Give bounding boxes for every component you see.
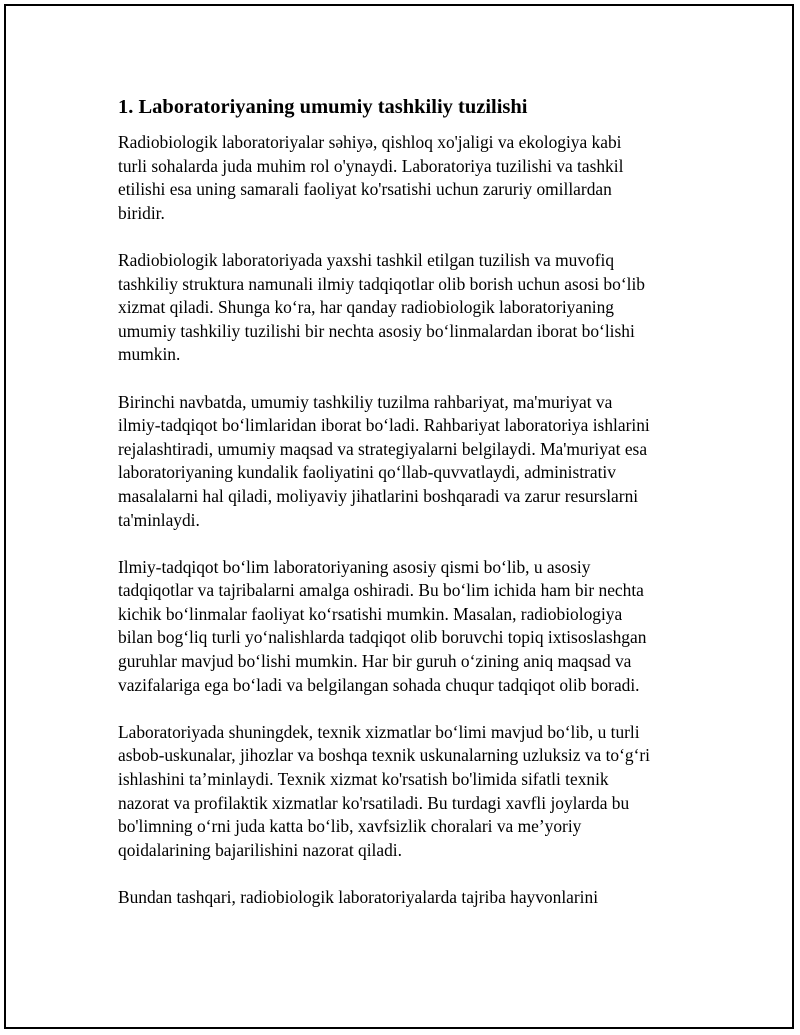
text-line: ta'minlaydi.: [118, 509, 200, 530]
text-line: bilan bogʻliq turli yoʻnalishlarda tadqiqot olib boruvchi topiq ixtisoslashgan: [118, 627, 647, 648]
text-line: asbob-uskunalar, jihozlar va boshqa texnik uskunalarning uzluksiz va toʻgʻri: [118, 745, 650, 766]
text-line: kichik boʻlinmalar faoliyat koʻrsatishi mumkin. Masalan, radiobiologiya: [118, 603, 623, 624]
section-heading: 1. Laboratoriyaning umumiy tashkiliy tuzilishi: [118, 96, 528, 118]
paragraph-4: [118, 556, 708, 698]
paragraph-2: [118, 249, 708, 367]
text-line: Radiobiologik laboratoriyada yaxshi tashkil etilgan tuzilish va muvofiq: [118, 249, 615, 270]
text-line: Ilmiy-tadqiqot boʻlim laboratoriyaning asosiy qismi boʻlib, u asosiy: [118, 556, 591, 577]
text-line: rejalashtiradi, umumiy maqsad va strategiyalarni belgilaydi. Ma'muriyat esa: [118, 438, 648, 459]
text-line: Radiobiologik laboratoriyalar səhiyə, qishloq xo'jaligi va ekologiya kabi: [118, 132, 622, 152]
text-line: guruhlar mavjud boʻlishi mumkin. Har bir guruh oʻzining aniq maqsad va: [118, 651, 632, 672]
text-line: umumiy tashkiliy tuzilishi bir nechta asosiy boʻlinmalardan iborat boʻlishi: [118, 320, 635, 341]
text-line: Laboratoriyada shuningdek, texnik xizmatlar boʻlimi mavjud boʻlib, u turli: [118, 721, 640, 742]
text-line: qoidalarining bajarilishini nazorat qiladi.: [118, 839, 402, 860]
text-line: turli sohalarda juda muhim rol o'ynaydi. Laboratoriya tuzilishi va tashkil: [118, 155, 624, 176]
text-line: tadqiqotlar va tajribalarni amalga oshiradi. Bu boʻlim ichida ham bir nechta: [118, 580, 644, 601]
text-line: Birinchi navbatda, umumiy tashkiliy tuzilma rahbariyat, ma'muriyat va: [118, 391, 613, 412]
text-line: bo'limning oʻrni juda katta boʻlib, xavfsizlik choralari va me’yoriy: [118, 816, 582, 837]
text-line: tashkiliy struktura namunali ilmiy tadqiqotlar olib borish uchun asosi boʻlib: [118, 273, 645, 294]
text-line: nazorat va profilaktik xizmatlar ko'rsatiladi. Bu turdagi xavfli joylarda bu: [118, 792, 630, 813]
paragraph-1: [118, 131, 708, 225]
text-line: ishlashini ta’minlaydi. Texnik xizmat ko'rsatish bo'limida sifatli texnik: [118, 769, 609, 790]
text-line: etilishi esa uning samarali faoliyat ko'rsatishi uchun zaruriy omillardan: [118, 179, 612, 200]
paragraph-6: [118, 886, 708, 910]
text-line: masalalarni hal qiladi, moliyaviy jihatlarini boshqaradi va zarur resurslarni: [118, 485, 639, 506]
text-line: Bundan tashqari, radiobiologik laboratoriyalarda tajriba hayvonlarini: [118, 887, 599, 907]
document-body: [118, 91, 708, 933]
paragraph-5: [118, 721, 708, 863]
text-line: mumkin.: [118, 344, 181, 365]
text-line: biridir.: [118, 202, 165, 223]
paragraph-3: [118, 391, 708, 533]
text-line: ilmiy-tadqiqot boʻlimlaridan iborat boʻladi. Rahbariyat laboratoriya ishlarini: [118, 415, 650, 436]
text-line: laboratoriyaning kundalik faoliyatini qoʻllab-quvvatlaydi, administrativ: [118, 462, 616, 483]
text-line: vazifalariga ega boʻladi va belgilangan sohada chuqur tadqiqot olib boradi.: [118, 674, 640, 695]
text-line: xizmat qiladi. Shunga koʻra, har qanday radiobiologik laboratoriyaning: [118, 297, 614, 318]
